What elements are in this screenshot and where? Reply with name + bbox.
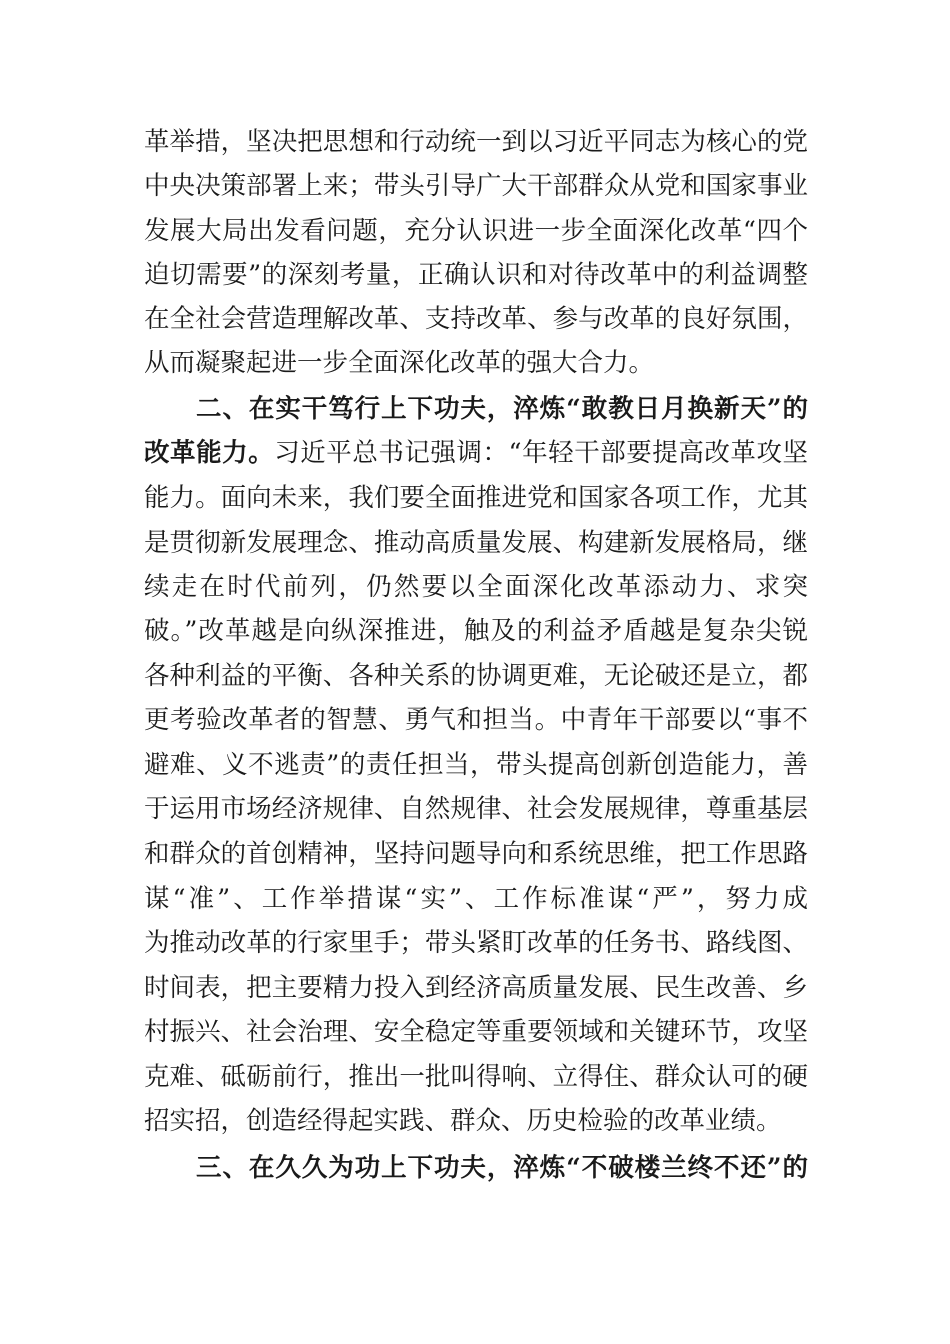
- section2-heading: 二、在实干笃行上下功夫，淬炼“敢教日月换新天”的: [196, 394, 808, 424]
- para2-line-9: 和群众的首创精神，坚持问题导向和系统思维，把工作思路: [144, 839, 808, 869]
- para2-line-8: 于运用市场经济规律、自然规律、社会发展规律，尊重基层: [144, 794, 808, 824]
- para1-line-5: 在全社会营造理解改革、支持改革、参与改革的良好氛围，: [144, 304, 808, 334]
- para2-line-4: 破。”改革越是向纵深推进，触及的利益矛盾越是复杂尖锐: [144, 616, 808, 646]
- para1-line-3: 发展大局出发看问题，充分认识进一步全面深化改革“四个: [144, 216, 808, 246]
- section2-line-2: [144, 431, 808, 475]
- para2-line-13: 村振兴、社会治理、安全稳定等重要领域和关键环节，攻坚: [144, 1017, 808, 1047]
- para1-line-1: 革举措，坚决把思想和行动统一到以习近平同志为核心的党: [144, 127, 808, 157]
- para1-line-4: 迫切需要”的深刻考量，正确认识和对待改革中的利益调整: [144, 260, 808, 290]
- para2-line-15: 招实招，创造经得起实践、群众、历史检验的改革业绩。: [144, 1106, 782, 1136]
- section2-heading-end: 改革能力。: [144, 438, 275, 468]
- para2-line-2: 是贯彻新发展理念、推动高质量发展、构建新发展格局，继: [144, 528, 808, 558]
- section2-quote-start: 习近平总书记强调：“年轻干部要提高改革攻坚: [274, 438, 808, 468]
- para2-line-6: 更考验改革者的智慧、勇气和担当。中青年干部要以“事不: [144, 705, 808, 735]
- para2-line-14: 克难、砥砺前行，推出一批叫得响、立得住、群众认可的硬: [144, 1062, 808, 1092]
- para2-line-10: 谋“准”、工作举措谋“实”、工作标准谋“严”，努力成: [144, 884, 808, 914]
- para2-line-3: 续走在时代前列，仍然要以全面深化改革添动力、求突: [144, 572, 808, 602]
- section3-heading: 三、在久久为功上下功夫，淬炼“不破楼兰终不还”的: [196, 1153, 808, 1183]
- para1-line-2: 中央决策部署上来；带头引导广大干部群众从党和国家事业: [144, 171, 808, 201]
- para2-line-7: 避难、义不逃责”的责任担当，带头提高创新创造能力，善: [144, 750, 808, 780]
- para2-line-11: 为推动改革的行家里手；带头紧盯改革的任务书、路线图、: [144, 928, 808, 958]
- para2-line-1: 能力。面向未来，我们要全面推进党和国家各项工作，尤其: [144, 483, 808, 513]
- para1-line-6: 从而凝聚起进一步全面深化改革的强大合力。: [144, 348, 655, 378]
- para2-line-5: 各种利益的平衡、各种关系的协调更难，无论破还是立，都: [144, 661, 808, 691]
- para2-line-12: 时间表，把主要精力投入到经济高质量发展、民生改善、乡: [144, 973, 808, 1003]
